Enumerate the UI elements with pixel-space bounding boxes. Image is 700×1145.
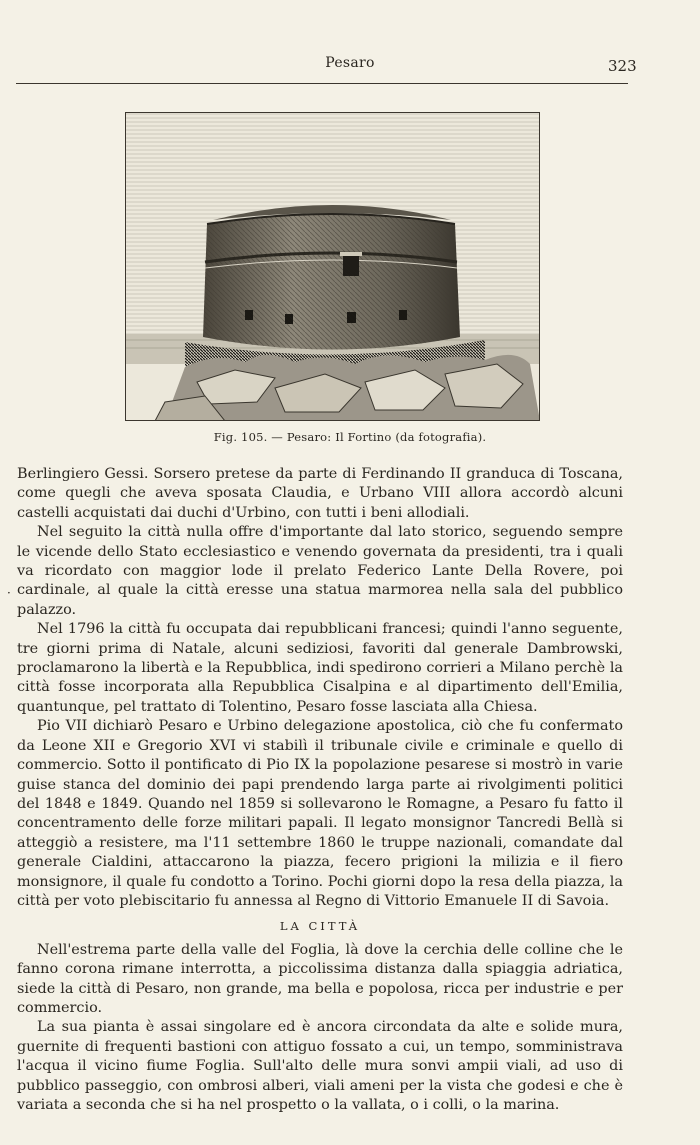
paragraph: Berlingiero Gessi. Sorsero pretese da parte di Ferdinando II granduca di Toscana, come quegli che aveva sposata Claudia, e Urbano VIII allora accordò alcuni castelli acquistati dai duchi d'Urbino, con tutti i beni allodiali. — [17, 466, 623, 521]
paragraph: Nel 1796 la città fu occupata dai repubblicani francesi; quindi l'anno seguente, tre giorni prima di Natale, alcuni sediziosi, favoriti dal generale Dambrowski, proclamarono la libertà e la Repubblica, indi spedirono corrieri a Milano perchè la città fosse incorporata alla Repubblica Cisalpina e al dipartimento dell'Emilia, quantunque, pel trattato di Tolentino, Pesaro fosse lasciata alla Chiesa. — [17, 621, 623, 715]
figure-caption: Fig. 105. — Pesaro: Il Fortino (da fotografia). — [213, 430, 487, 444]
running-title: Pesaro — [325, 55, 375, 71]
paragraph: Nel seguito la città nulla offre d'importante dal lato storico, seguendo sempre le vicende dello Stato ecclesiastico e venendo governata da presidenti, tra i quali va ricordato con maggior lode il prelato Federico Lante Della Rovere, poi cardinale, al quale la città eresse una statua marmorea nella sala del pubblico palazzo. — [17, 524, 623, 618]
body-text — [17, 465, 623, 1115]
paragraph: La sua pianta è assai singolare ed è ancora circondata da alte e solide mura, guernite di frequenti bastioni con attiguo fossato a cui, un tempo, somministrava l'acqua il vicino fiume Foglia. Sull'alto delle mura sonvi ampii viali, ad uso di pubblico passeggio, con ombrosi alberi, viali ameni per la vista che godesi e che è variata a seconda che si ha nel prospetto o la vallata, o i colli, o la marina. — [17, 1019, 623, 1113]
page-header — [0, 55, 700, 79]
header-rule — [16, 83, 628, 84]
paragraph: Nell'estrema parte della valle del Foglia, là dove la cerchia delle colline che le fanno corona rimane interrotta, a piccolissima distanza dalla spiaggia adriatica, siede la città di Pesaro, non grande, ma bella e popolosa, ricca per industrie e per commercio. — [17, 941, 623, 1016]
margin-mark: · — [7, 586, 11, 600]
section-heading: LA CITTÀ — [279, 919, 361, 934]
page-number: 323 — [608, 57, 637, 75]
figure-fortino-illustration — [125, 112, 540, 421]
paragraph: Pio VII dichiarò Pesaro e Urbino delegazione apostolica, ciò che fu confermato da Leone XII e Gregorio XVI vi stabilì il tribunale civile e criminale e quello di commercio. Sotto il pontificato di Pio IX la popolazione pesarese si mostrò in varie guise stanca del dominio dei papi prendendo larga parte ai rivolgimenti politici del 1848 e 1849. Quando nel 1859 si sollevarono le Romagne, a Pesaro fu fatto il concentramento delle forze militari papali. Il legato monsignor Tancredi Bellà si atteggiò a resistere, ma l'11 settembre 1860 le truppe nazionali, comandate dal generale Cialdini, attaccarono la piazza, fecero prigioni la milizia e il fiero monsignore, il quale fu condotto a Torino. Pochi giorni dopo la resa della piazza, la città per voto plebiscitario fu annessa al Regno di Vittorio Emanuele II di Savoia. — [17, 718, 623, 909]
